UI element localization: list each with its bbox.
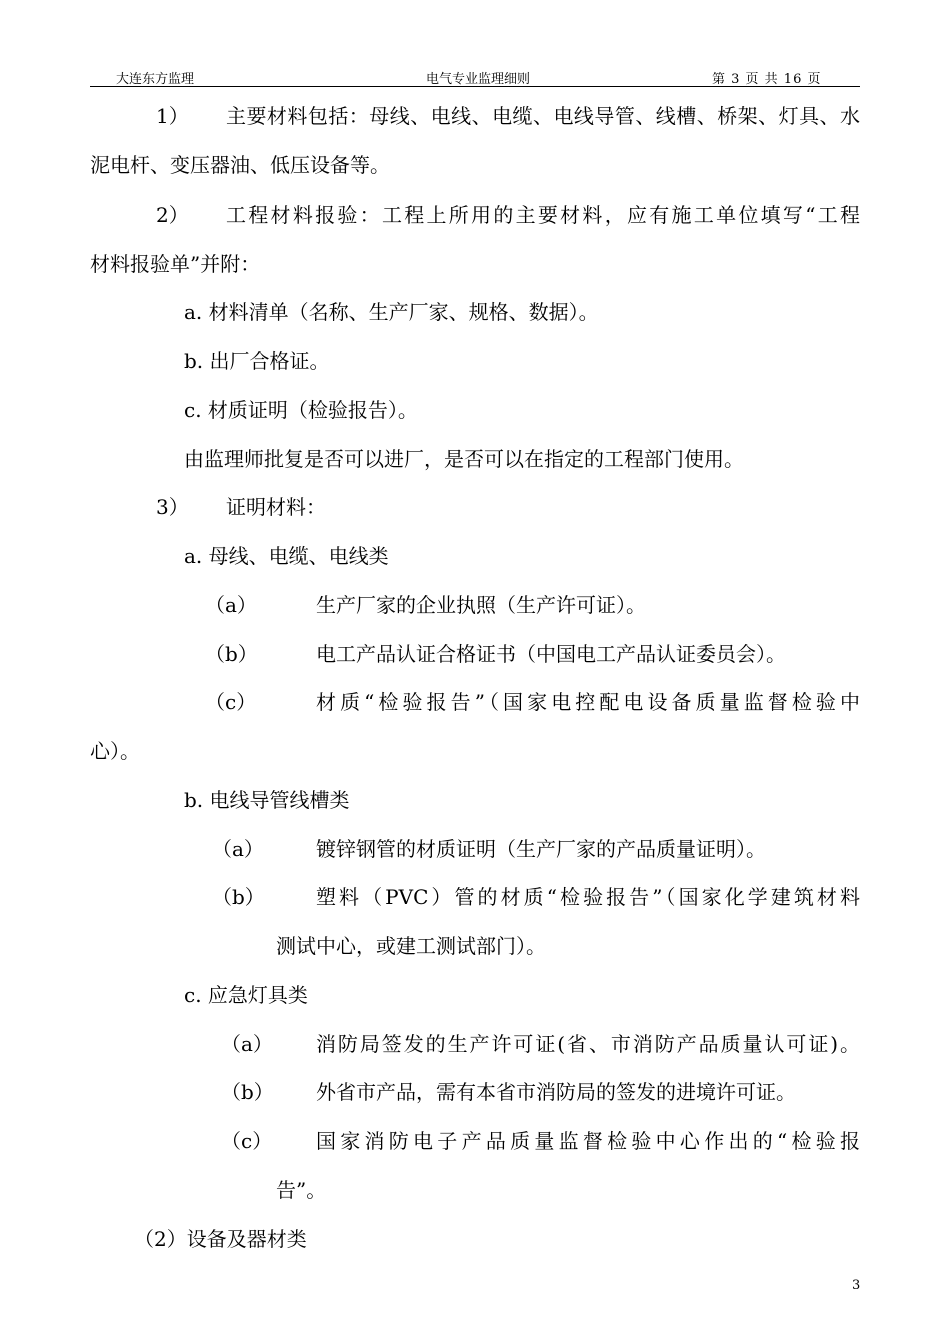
item-3-number: 3） (156, 495, 189, 519)
header-page-info: 第 3 页 共 16 页 (712, 72, 822, 87)
item-1-number: 1） (156, 104, 189, 128)
section-b-item-a-label: （a） (212, 837, 264, 861)
section-b-title: b. 电线导管线槽类 (184, 788, 350, 812)
page-number: 3 (852, 1278, 861, 1293)
item-2-sub-a: a. 材料清单（名称、生产厂家、规格、数据）。 (184, 300, 599, 324)
item-3-title: 证明材料： (226, 495, 326, 519)
item-1-text-line1: 主要材料包括：母线、电线、电缆、电线导管、线槽、桥架、灯具、水 (226, 104, 860, 128)
section-a-item-a-label: （a） (205, 593, 257, 617)
section-b-item-a-text: 镀锌钢管的材质证明（生产厂家的产品质量证明）。 (316, 837, 766, 861)
section-c-item-c-text-line2: 告”。 (276, 1178, 327, 1202)
section-a-title: a. 母线、电缆、电线类 (184, 544, 389, 568)
section-b-item-b-label: （b） (212, 885, 265, 909)
section-b-item-b-text-line2: 测试中心，或建工测试部门）。 (276, 934, 546, 958)
page-header (90, 66, 860, 87)
section-a-item-b-label: （b） (205, 642, 258, 666)
section-c-item-b-label: （b） (221, 1080, 274, 1104)
item-2-sub-b: b. 出厂合格证。 (184, 349, 330, 373)
section-c-item-b-text: 外省市产品，需有本省市消防局的签发的进境许可证。 (316, 1080, 796, 1104)
item-1-text-line2: 泥电杆、变压器油、低压设备等。 (90, 153, 390, 177)
item-2-note: 由监理师批复是否可以进厂，是否可以在指定的工程部门使用。 (184, 447, 744, 471)
item-2-text-line1: 工程材料报验：工程上所用的主要材料，应有施工单位填写“工程 (226, 203, 860, 227)
section-c-item-c-label: （c） (221, 1129, 273, 1153)
header-company: 大连东方监理 (116, 72, 195, 87)
section-a-item-c-label: （c） (205, 690, 257, 714)
section-a-item-b-text: 电工产品认证合格证书（中国电工产品认证委员会）。 (316, 642, 786, 666)
section-a-item-a-text: 生产厂家的企业执照（生产许可证）。 (316, 593, 646, 617)
item-2-sub-c: c. 材质证明（检验报告）。 (184, 398, 418, 422)
section-c-item-c-text-line1: 国家消防电子产品质量监督检验中心作出的“检验报 (316, 1129, 860, 1153)
header-document-title: 电气专业监理细则 (426, 72, 531, 87)
section-b-item-b-text-line1: 塑料（PVC）管的材质“检验报告”（国家化学建筑材料 (316, 885, 860, 909)
section-c-title: c. 应急灯具类 (184, 983, 308, 1007)
section-a-item-c-text-line2: 心）。 (90, 739, 140, 763)
section-a-item-c-text-line1: 材质“检验报告”（国家电控配电设备质量监督检验中 (316, 690, 860, 714)
section-c-item-a-label: （a） (221, 1032, 273, 1056)
item-2-number: 2） (156, 203, 189, 227)
section-c-item-a-text: 消防局签发的生产许可证(省、市消防产品质量认可证)。 (316, 1032, 860, 1056)
item-2-text-line2: 材料报验单”并附： (90, 252, 261, 276)
section-2-title: （2）设备及器材类 (134, 1227, 307, 1251)
